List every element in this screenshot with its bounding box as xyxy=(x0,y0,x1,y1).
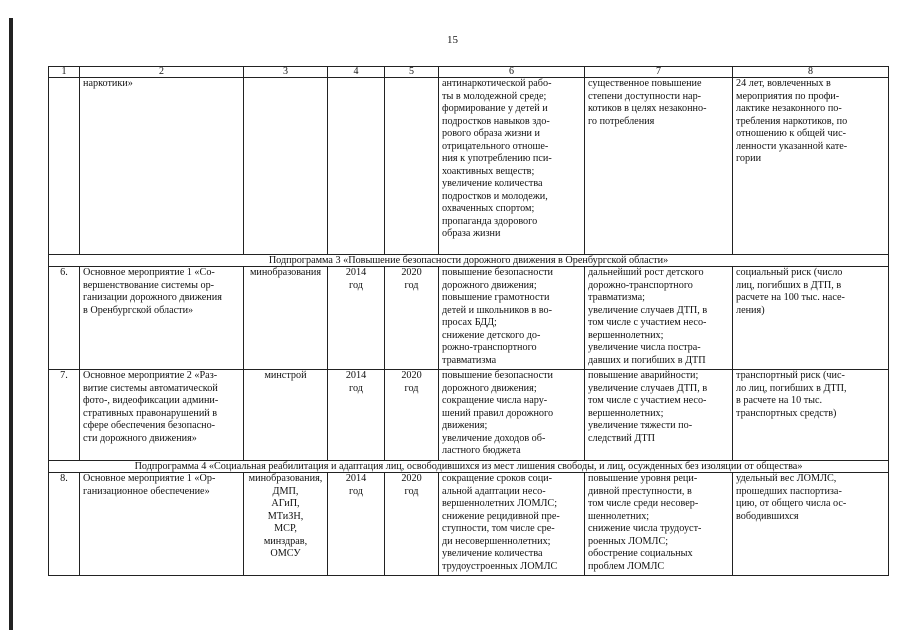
indicator-cell: транспортный риск (чис- ло лиц, погибших в ДТП, в расчете на 10 тыс. транспортных средств) xyxy=(733,370,889,461)
row-number-cell: 8. xyxy=(49,473,80,576)
column-number: 1 xyxy=(49,67,80,78)
expected-result-cell: повышение безопасности дорожного движения; повышение грамотности детей и школьников в во- просах БДД; снижение детского до- рожно-транспортного травматизма xyxy=(439,267,585,370)
page-number: 15 xyxy=(447,34,458,46)
row-number-cell: 7. xyxy=(49,370,80,461)
indicator-cell: 24 лет, вовлеченных в мероприятия по профи- лактике незаконного по- требления наркотиков, по отношению к общей чис- ленности указанной кате- гории xyxy=(733,78,889,255)
page-edge-shadow xyxy=(9,18,13,630)
column-number: 5 xyxy=(385,67,439,78)
end-year-cell: 2020 год xyxy=(385,473,439,576)
measure-name-cell: Основное мероприятие 1 «Ор- ганизационное обеспечение» xyxy=(80,473,244,576)
start-year-cell: 2014 год xyxy=(328,370,385,461)
column-number-row xyxy=(49,67,889,78)
expected-result-cell: повышение безопасности дорожного движения; сокращение числа нару- шений правил дорожного движения; увеличение доходов об- ластного бюджета xyxy=(439,370,585,461)
measure-name-cell: Основное мероприятие 2 «Раз- витие системы автоматической фото-, видеофиксации админи- стративных правонарушений в сфере обеспечения безопасно- сти дорожного движения» xyxy=(80,370,244,461)
consequences-cell: повышение уровня реци- дивной преступности, в том числе среди несовер- шеннолетних; снижение числа трудоуст- роенных ЛОМЛС; обострение социальных проблем ЛОМЛС xyxy=(585,473,733,576)
column-number: 7 xyxy=(585,67,733,78)
end-year-cell: 2020 год xyxy=(385,267,439,370)
start-year-cell: 2014 год xyxy=(328,267,385,370)
table-row xyxy=(49,370,889,461)
measure-name-cell: наркотики» xyxy=(80,78,244,255)
column-number: 3 xyxy=(244,67,328,78)
expected-result-cell: сокращение сроков соци- альной адаптации несо- вершеннолетних ЛОМЛС; снижение рецидивной пре- ступности, том числе сре- ди несовершеннолетних; увеличение количества трудоустроенных ЛОМЛС xyxy=(439,473,585,576)
consequences-cell: дальнейший рост детского дорожно-транспортного травматизма; увеличение случаев ДТП, в том числе с участием несо- вершеннолетних; увеличение числа постра- давших и погибших в ДТП xyxy=(585,267,733,370)
indicator-cell: социальный риск (число лиц, погибших в ДТП, в расчете на 100 тыс. насе- ления) xyxy=(733,267,889,370)
subprogram-3-row xyxy=(49,255,889,267)
subprogram-title: Подпрограмма 4 «Социальная реабилитация и адаптация лиц, освободившихся из мест лишения свободы, и лиц, осужденных без изоляции от общества» xyxy=(49,461,889,473)
executor-cell: минстрой xyxy=(244,370,328,461)
table-row-continued xyxy=(49,78,889,255)
indicator-cell: удельный вес ЛОМЛС, прошедших паспортиза- цию, от общего числа ос- вободившихся xyxy=(733,473,889,576)
consequences-cell: повышение аварийности; увеличение случаев ДТП, в том числе с участием несо- вершеннолетних; увеличение тяжести по- следствий ДТП xyxy=(585,370,733,461)
consequences-cell: существенное повышение степени доступности нар- котиков в целях незаконно- го потребления xyxy=(585,78,733,255)
executor-cell xyxy=(244,78,328,255)
subprogram-4-row xyxy=(49,461,889,473)
expected-result-cell: антинаркотической рабо- ты в молодежной среде; формирование у детей и подростков навыков здо- рового образа жизни и отрицательного отноше- ния к употреблению пси- хоактивных веществ; увеличение количества подростков и молодежи, охваченных спортом; пропаганда здорового образа жизни xyxy=(439,78,585,255)
end-year-cell xyxy=(385,78,439,255)
column-number: 4 xyxy=(328,67,385,78)
table-row xyxy=(49,267,889,370)
column-number: 2 xyxy=(80,67,244,78)
measure-name-cell: Основное мероприятие 1 «Со- вершенствование системы ор- ганизации дорожного движения в Оренбургской области» xyxy=(80,267,244,370)
start-year-cell xyxy=(328,78,385,255)
executor-cell: минобразования, ДМП, АГиП, МТиЗН, МСР, минздрав, ОМСУ xyxy=(244,473,328,576)
subprogram-title: Подпрограмма 3 «Повышение безопасности дорожного движения в Оренбургской области» xyxy=(49,255,889,267)
start-year-cell: 2014 год xyxy=(328,473,385,576)
row-number-cell xyxy=(49,78,80,255)
column-number: 6 xyxy=(439,67,585,78)
table-row xyxy=(49,473,889,576)
row-number-cell: 6. xyxy=(49,267,80,370)
executor-cell: минобразования xyxy=(244,267,328,370)
column-number: 8 xyxy=(733,67,889,78)
end-year-cell: 2020 год xyxy=(385,370,439,461)
program-table xyxy=(48,66,889,576)
